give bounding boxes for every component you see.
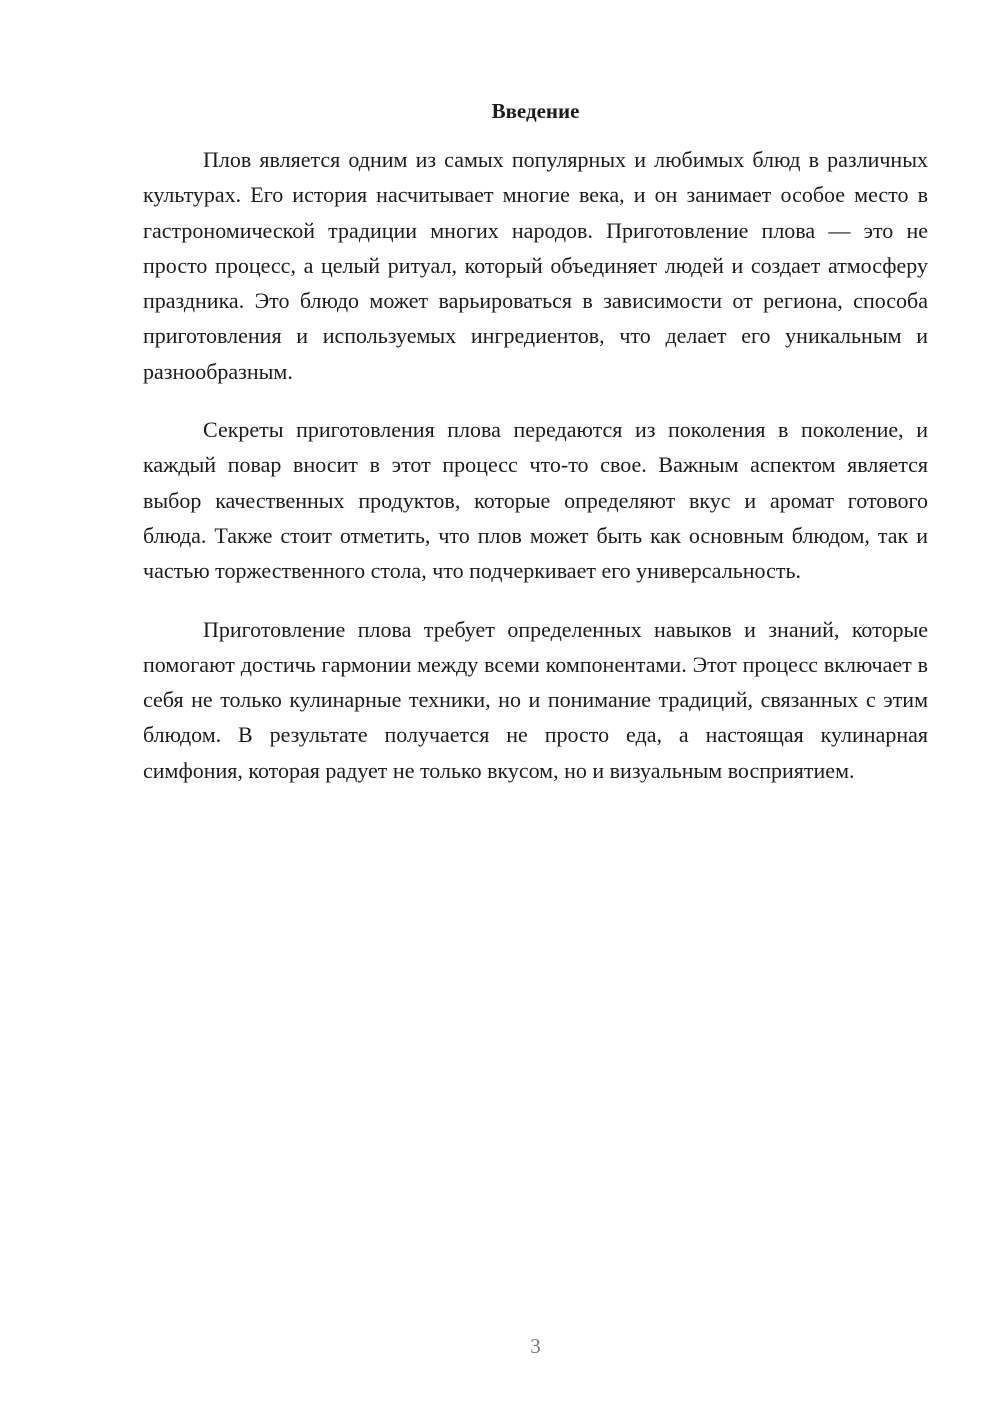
body-text <box>143 142 928 811</box>
section-heading: Введение <box>491 99 580 123</box>
page-number: 3 <box>530 1334 541 1358</box>
paragraph-3: Приготовление плова требует определенных навыков и знаний, которые помогают достичь гармонии между всеми компонентами. Этот процесс включает в себя не только кулинарные техники, но и понимание традиций, связанных с этим блюдом. В результате получается не просто еда, а настоящая кулинарная симфония, которая радует не только вкусом, но и визуальным восприятием. <box>143 616 928 783</box>
paragraph-1: Плов является одним из самых популярных и любимых блюд в различных культурах. Его история насчитывает многие века, и он занимает особое место в гастрономической традиции многих народов. Приготовление плова — это не просто процесс, а целый ритуал, который объединяет людей и создает атмосферу праздника. Это блюдо может варьироваться в зависимости от региона, способа приготовления и используемых ингредиентов, что делает его уникальным и разнообразным. <box>143 147 928 384</box>
paragraph-2: Секреты приготовления плова передаются из поколения в поколение, и каждый повар вносит в этот процесс что-то свое. Важным аспектом является выбор качественных продуктов, которые определяют вкус и аромат готового блюда. Также стоит отметить, что плов может быть как основным блюдом, так и частью торжественного стола, что подчеркивает его универсальность. <box>143 417 928 584</box>
